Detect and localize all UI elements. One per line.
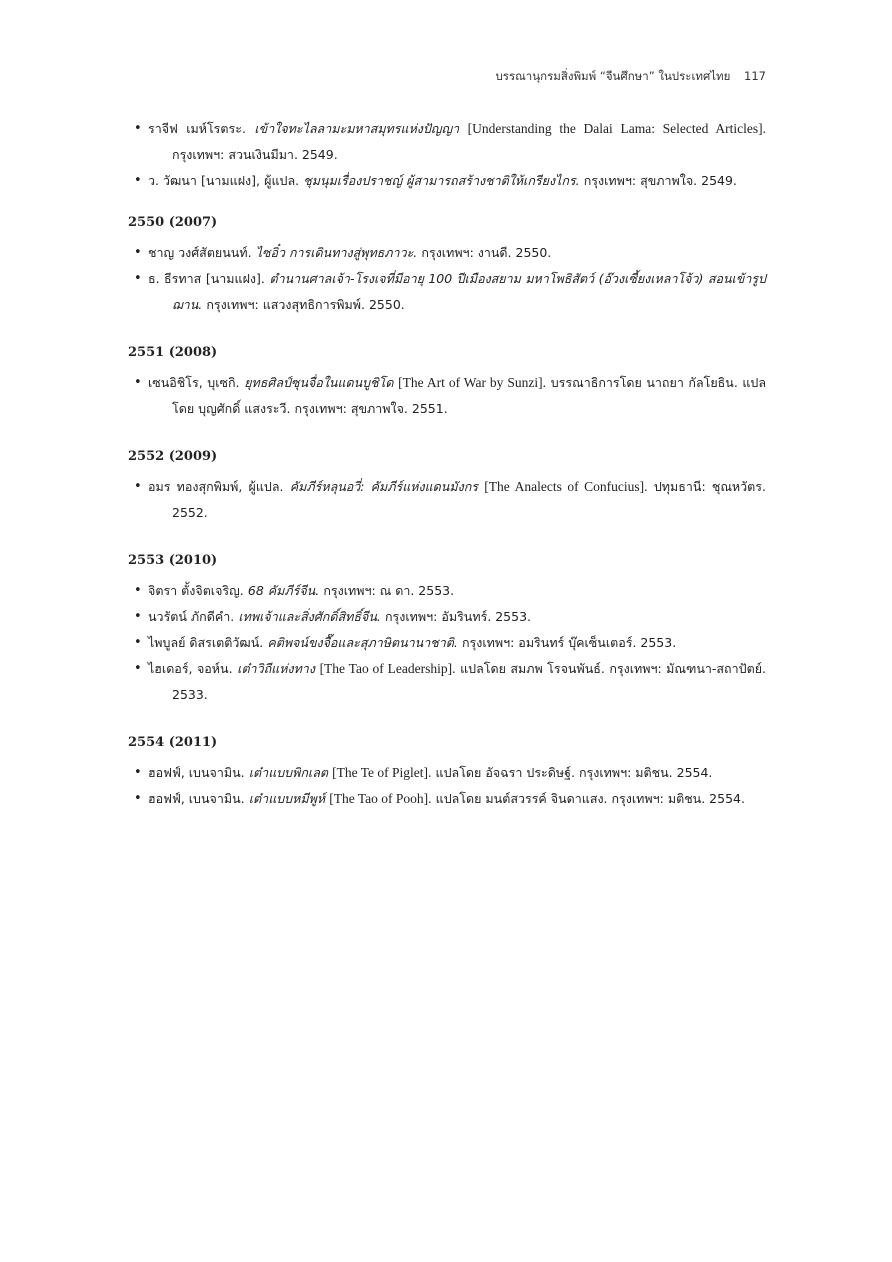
bibliography-content	[128, 116, 766, 812]
entry-title: เต๋าวิถีแห่งทาง	[237, 661, 315, 676]
entry-author-note: [นามแฝง],	[200, 173, 260, 188]
entry-title: เต๋าแบบพิกเลต	[248, 765, 328, 780]
year-heading: 2550 (2007)	[128, 215, 218, 230]
bibliography-entry	[128, 604, 766, 630]
running-header-title: บรรณานุกรมสิ่งพิมพ์ “จีนศึกษา” ในประเทศไทย	[495, 69, 731, 83]
page-number: 117	[744, 69, 766, 83]
spacer	[128, 708, 766, 732]
entry-publication: บรรณาธิการโดย นาถยา กัลโยธิน. แปลโดย บุญศักดิ์ แสงระวี. กรุงเทพฯ: สุขภาพใจ. 2551.	[172, 375, 767, 416]
year-section	[128, 212, 766, 318]
entry-author: ฮอฟฟ์, เบนจามิน.	[148, 765, 245, 780]
spacer	[128, 526, 766, 550]
intro-entry-list	[128, 116, 766, 194]
entry-publication: กรุงเทพฯ: อมรินทร์ บุ๊คเซ็นเตอร์. 2553.	[461, 635, 677, 650]
year-heading: 2552 (2009)	[128, 449, 218, 464]
bibliography-entry	[128, 656, 766, 708]
entry-publication: กรุงเทพฯ: แสวงสุทธิการพิมพ์. 2550.	[206, 297, 405, 312]
entry-title: เทพเจ้าและสิ่งศักดิ์สิทธิ์จีน.	[238, 609, 381, 624]
entry-english-title: [Understanding the Dalai Lama: Selected Articles].	[467, 121, 766, 136]
entry-title: ยุทธศิลป์ซุนจื่อในแดนบูชิโด	[244, 375, 394, 390]
entry-list	[128, 474, 766, 526]
spacer	[128, 318, 766, 342]
entry-publication: ปทุมธานี: ชุณหวัตร. 2552.	[172, 479, 766, 520]
entry-author: อมร ทองสุกพิมพ์, ผู้แปล.	[148, 479, 284, 494]
entry-author-role: ผู้แปล.	[264, 173, 300, 188]
bibliography-entry	[128, 474, 766, 526]
entry-list	[128, 760, 766, 812]
entry-author: จิตรา ตั้งจิตเจริญ.	[148, 583, 244, 598]
year-section	[128, 446, 766, 526]
bibliography-entry	[128, 578, 766, 604]
entry-list	[128, 578, 766, 708]
entry-title: คัมภีร์หลุนอวี่: คัมภีร์แห่งแดนมังกร	[289, 479, 478, 494]
entry-list	[128, 370, 766, 422]
year-section	[128, 342, 766, 422]
spacer	[128, 194, 766, 212]
entry-publication: แปลโดย สมภพ โรจนพันธ์. กรุงเทพฯ: มัณฑนา-สถาปัตย์. 2533.	[172, 661, 766, 702]
year-heading: 2553 (2010)	[128, 553, 218, 568]
entry-publication: แปลโดย มนต์สวรรค์ จินดาแสง. กรุงเทพฯ: มติชน. 2554.	[435, 791, 745, 806]
entry-english-title: [The Tao of Leadership].	[319, 661, 456, 676]
year-section	[128, 732, 766, 812]
entry-author: ไฮเดอร์, จอห์น.	[148, 661, 233, 676]
entry-publication: กรุงเทพฯ: งานดี. 2550.	[421, 245, 552, 260]
year-heading: 2554 (2011)	[128, 735, 218, 750]
entry-title: ตำนานศาลเจ้า-โรงเจที่มีอายุ 100 ปีเมืองสยาม มหาโพธิสัตว์ (อ๊วงเซี้ยงเหลาโจ้ว) สอนเข้ารูปฌาน.	[172, 271, 766, 312]
entry-english-title: [The Analects of Confucius].	[484, 479, 648, 494]
entry-english-title: [The Art of War by Sunzi].	[398, 375, 546, 390]
entry-author-note: [นามแฝง].	[205, 271, 265, 286]
entry-publication: กรุงเทพฯ: สุขภาพใจ. 2549.	[583, 173, 737, 188]
entry-publication: แปลโดย อัจฉรา ประดิษฐ์. กรุงเทพฯ: มติชน. 2554.	[435, 765, 713, 780]
entry-title: ชุมนุมเรื่องปราชญ์ ผู้สามารถสร้างชาติให้เกรียงไกร.	[303, 173, 580, 188]
entry-title: เต๋าแบบหมีพูห์	[248, 791, 326, 806]
entry-english-title: [The Tao of Pooh].	[329, 791, 432, 806]
bibliography-entry	[128, 630, 766, 656]
running-header	[495, 68, 766, 86]
entry-publication: กรุงเทพฯ: อัมรินทร์. 2553.	[384, 609, 532, 624]
entry-title: คติพจน์ขงจื๊อและสุภาษิตนานาชาติ.	[267, 635, 458, 650]
year-section	[128, 550, 766, 708]
entry-author: เซนอิชิโร, บุเซกิ.	[148, 375, 240, 390]
bibliography-entry	[128, 786, 766, 812]
bibliography-entry	[128, 240, 766, 266]
entry-author: ธ. ธีรทาส	[148, 271, 202, 286]
bibliography-entry	[128, 370, 766, 422]
bibliography-entry	[128, 168, 766, 194]
entry-publication: กรุงเทพฯ: สวนเงินมีมา. 2549.	[172, 147, 338, 162]
entry-author: นวรัตน์ ภักดีคำ.	[148, 609, 235, 624]
entry-english-title: [The Te of Piglet].	[332, 765, 432, 780]
entry-title: ไซอิ๋ว การเดินทางสู่พุทธภาวะ.	[255, 245, 418, 260]
bibliography-entry	[128, 116, 766, 168]
entry-author: ฮอฟฟ์, เบนจามิน.	[148, 791, 245, 806]
entry-publication: กรุงเทพฯ: ณ ดา. 2553.	[323, 583, 455, 598]
bibliography-entry	[128, 266, 766, 318]
entry-title: เข้าใจทะไลลามะมหาสมุทรแห่งปัญญา	[254, 121, 460, 136]
entry-list	[128, 240, 766, 318]
entry-author: ไพบูลย์ ดิสรเตติวัฒน์.	[148, 635, 264, 650]
entry-title: 68 คัมภีร์จีน.	[247, 583, 320, 598]
entry-author: ว. วัฒนา	[148, 173, 197, 188]
bibliography-entry	[128, 760, 766, 786]
year-heading: 2551 (2008)	[128, 345, 218, 360]
spacer	[128, 422, 766, 446]
entry-author: ราจีฟ เมห์โรตระ.	[148, 121, 246, 136]
entry-author: ชาญ วงศ์สัตยนนท์.	[148, 245, 252, 260]
